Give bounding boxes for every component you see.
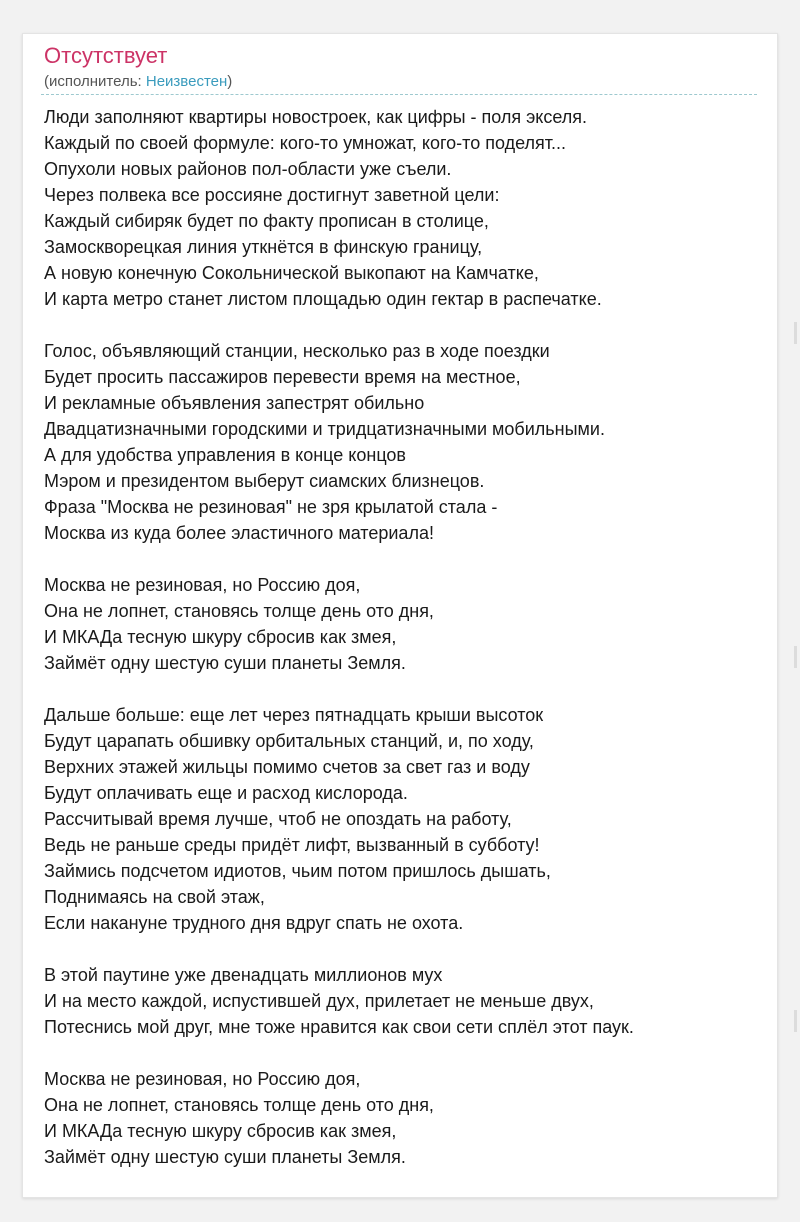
lyrics-line: Будут царапать обшивку орбитальных станций, и, по ходу, <box>44 731 534 751</box>
lyrics-line: Она не лопнет, становясь толще день ото дня, <box>44 601 434 621</box>
lyrics-line: А для удобства управления в конце концов <box>44 445 406 465</box>
lyrics-stanza <box>44 104 764 312</box>
lyrics-line: Фраза "Москва не резиновая" не зря крылатой стала - <box>44 497 498 517</box>
lyrics-line: Мэром и президентом выберут сиамских близнецов. <box>44 471 485 491</box>
lyrics-line: А новую конечную Сокольнической выкопают на Камчатке, <box>44 263 539 283</box>
performer-prefix: (исполнитель: <box>44 73 146 90</box>
lyrics-line: Москва из куда более эластичного материала! <box>44 523 434 543</box>
lyrics-line: В этой паутине уже двенадцать миллионов мух <box>44 965 443 985</box>
lyrics-line: Дальше больше: еще лет через пятнадцать крыши высоток <box>44 705 544 725</box>
lyrics-line: Будут оплачивать еще и расход кислорода. <box>44 783 408 803</box>
lyrics-line: И рекламные объявления запестрят обильно <box>44 393 425 413</box>
lyrics-text <box>44 104 764 1196</box>
lyrics-line: И карта метро станет листом площадью один гектар в распечатке. <box>44 289 602 309</box>
lyrics-line: Двадцатизначными городскими и тридцатизначными мобильными. <box>44 419 605 439</box>
lyrics-line: Будет просить пассажиров перевести время на местное, <box>44 367 521 387</box>
lyrics-line: Каждый сибиряк будет по факту прописан в столице, <box>44 211 489 231</box>
scroll-edge-mark <box>794 322 797 344</box>
lyrics-line: Каждый по своей формуле: кого-то умножат, кого-то поделят... <box>44 133 566 153</box>
lyrics-card <box>22 33 778 1198</box>
lyrics-line: Ведь не раньше среды придёт лифт, вызванный в субботу! <box>44 835 540 855</box>
performer-suffix: ) <box>227 73 233 90</box>
lyrics-line: Верхних этажей жильцы помимо счетов за свет газ и воду <box>44 757 530 777</box>
lyrics-line: Люди заполняют квартиры новостроек, как цифры - поля экселя. <box>44 107 588 127</box>
lyrics-line: Потеснись мой друг, мне тоже нравится как свои сети сплёл этот паук. <box>44 1017 634 1037</box>
lyrics-line: Она не лопнет, становясь толще день ото дня, <box>44 1095 434 1115</box>
lyrics-stanza <box>44 1066 764 1170</box>
scroll-edge-mark <box>794 1010 797 1032</box>
lyrics-line: Займёт одну шестую суши планеты Земля. <box>44 1147 406 1167</box>
song-title: Отсутствует <box>44 43 168 68</box>
lyrics-line: Москва не резиновая, но Россию доя, <box>44 1069 361 1089</box>
lyrics-line: И МКАДа тесную шкуру сбросив как змея, <box>44 627 397 647</box>
lyrics-line: Замоскворецкая линия уткнётся в финскую границу, <box>44 237 483 257</box>
lyrics-stanza <box>44 962 764 1040</box>
lyrics-stanza <box>44 702 764 936</box>
performer-line <box>44 72 232 92</box>
lyrics-line: И на место каждой, испустившей дух, прилетает не меньше двух, <box>44 991 594 1011</box>
header-divider <box>41 94 757 95</box>
lyrics-stanza <box>44 338 764 546</box>
scroll-edge-mark <box>794 646 797 668</box>
lyrics-line: Займись подсчетом идиотов, чьим потом пришлось дышать, <box>44 861 551 881</box>
lyrics-stanza <box>44 572 764 676</box>
performer-link[interactable]: Неизвестен <box>145 73 228 90</box>
lyrics-line: Если накануне трудного дня вдруг спать не охота. <box>44 913 464 933</box>
lyrics-line: Голос, объявляющий станции, несколько раз в ходе поездки <box>44 341 550 361</box>
lyrics-line: Поднимаясь на свой этаж, <box>44 887 265 907</box>
lyrics-line: Рассчитывай время лучше, чтоб не опоздать на работу, <box>44 809 512 829</box>
lyrics-line: Опухоли новых районов пол-области уже съели. <box>44 159 452 179</box>
lyrics-line: Займёт одну шестую суши планеты Земля. <box>44 653 406 673</box>
lyrics-line: Через полвека все россияне достигнут заветной цели: <box>44 185 500 205</box>
lyrics-line: Москва не резиновая, но Россию доя, <box>44 575 361 595</box>
lyrics-line: И МКАДа тесную шкуру сбросив как змея, <box>44 1121 397 1141</box>
